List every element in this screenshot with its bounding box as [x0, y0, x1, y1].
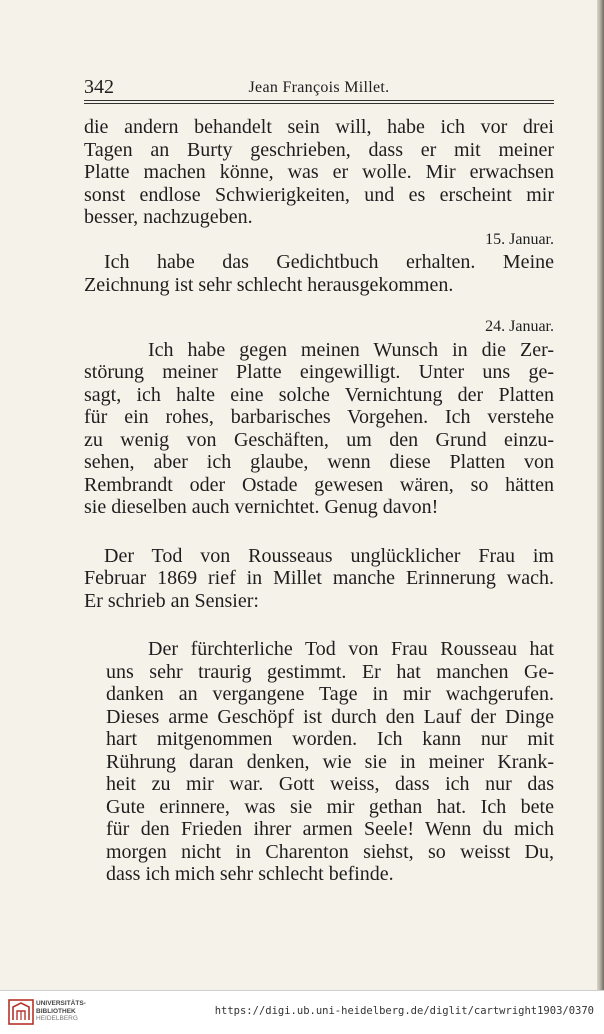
text-line: Februar 1869 rief in Millet manche Erinnerung wach. — [84, 567, 554, 589]
text-line: für den Frieden ihrer armen Seele! Wenn du mich — [106, 818, 554, 840]
paragraph-letter-continuation — [84, 116, 554, 229]
page-header — [84, 76, 554, 100]
text-line: für ein rohes, barbarisches Vorgehen. Ich verstehe — [84, 406, 554, 428]
header-rule — [84, 100, 554, 104]
text-line: heit zu mir war. Gott weiss, dass ich nur das — [106, 773, 554, 795]
paragraph-letter-quote — [84, 638, 554, 886]
text-line: zu wenig von Geschäften, um den Grund einzu- — [84, 428, 554, 451]
text-line: hart mitgenommen worden. Ich kann nur mit — [106, 728, 554, 750]
text-line: sie dieselben auch vernichtet. Genug davon! — [84, 496, 439, 518]
text-line: Rembrandt oder Ostade gewesen wären, so hätten — [84, 473, 554, 496]
text-line: sehen, aber ich glaube, wenn diese Platten von — [84, 451, 554, 473]
text-line: Platte machen könne, was er wolle. Mir erwachsen — [84, 161, 554, 183]
library-name-line: HEIDELBERG — [36, 1015, 78, 1022]
page-number: 342 — [84, 76, 114, 98]
letter-date: 24. Januar. — [485, 318, 554, 335]
text-line: Gute erinnere, was sie mir gethan hat. Ich bete — [106, 795, 554, 818]
text-line: Ich habe gegen meinen Wunsch in die Zer- — [148, 338, 554, 361]
library-name-line: BIBLIOTHEK — [36, 1007, 76, 1015]
text-line: störung meiner Platte eingewilligt. Unter uns ge- — [84, 361, 554, 383]
text-line: sonst endlose Schwierigkeiten, und es erscheint mir — [84, 183, 554, 206]
text-line: Der fürchterliche Tod von Frau Rousseau hat — [148, 638, 554, 660]
text-line: sagt, ich halte eine solche Vernichtung der Platten — [84, 383, 554, 406]
text-line: Ich habe das Gedichtbuch erhalten. Meine — [104, 251, 554, 273]
paragraph-zerstoerung — [84, 339, 554, 519]
body-text — [84, 116, 554, 886]
text-line: Rührung daran denken, wie sie in meiner Krank- — [106, 750, 554, 773]
paragraph-narrative — [84, 545, 554, 613]
library-name[interactable] — [36, 1000, 86, 1023]
text-line: Er schrieb an Sensier: — [84, 589, 259, 612]
text-line: morgen nicht in Charenton siehst, so weisst Du, — [106, 840, 554, 863]
letter-date: 15. Januar. — [485, 230, 554, 248]
text-line: Tagen an Burty geschrieben, dass er mit meiner — [84, 138, 554, 161]
text-line: uns sehr traurig gestimmt. Er hat manchen Ge- — [106, 660, 554, 683]
running-title: Jean François Millet. — [248, 79, 390, 96]
text-line: danken an vergangene Tage in mir wachgerufen. — [106, 683, 554, 705]
viewer-footer — [0, 990, 604, 1034]
text-line: Dieses arme Geschöpf ist durch den Lauf der Dinge — [106, 705, 554, 728]
text-line: Zeichnung ist sehr schlecht herausgekommen. — [84, 273, 454, 296]
text-line: besser, nachzugeben. — [84, 206, 253, 228]
text-line: die andern behandelt sein will, habe ich vor drei — [84, 116, 554, 138]
library-name-line: UNIVERSITÄTS- — [36, 1000, 86, 1007]
document-url-link[interactable]: https://digi.ub.uni-heidelberg.de/diglit/cartwright1903/0370 — [214, 1005, 594, 1017]
text-line: Der Tod von Rousseaus unglücklicher Frau im — [104, 544, 554, 567]
page-edge-shadow — [597, 0, 604, 990]
text-line: dass ich mich sehr schlecht befinde. — [106, 863, 394, 885]
library-seal-icon[interactable] — [8, 999, 34, 1025]
paragraph-gedichtbuch — [84, 251, 554, 296]
